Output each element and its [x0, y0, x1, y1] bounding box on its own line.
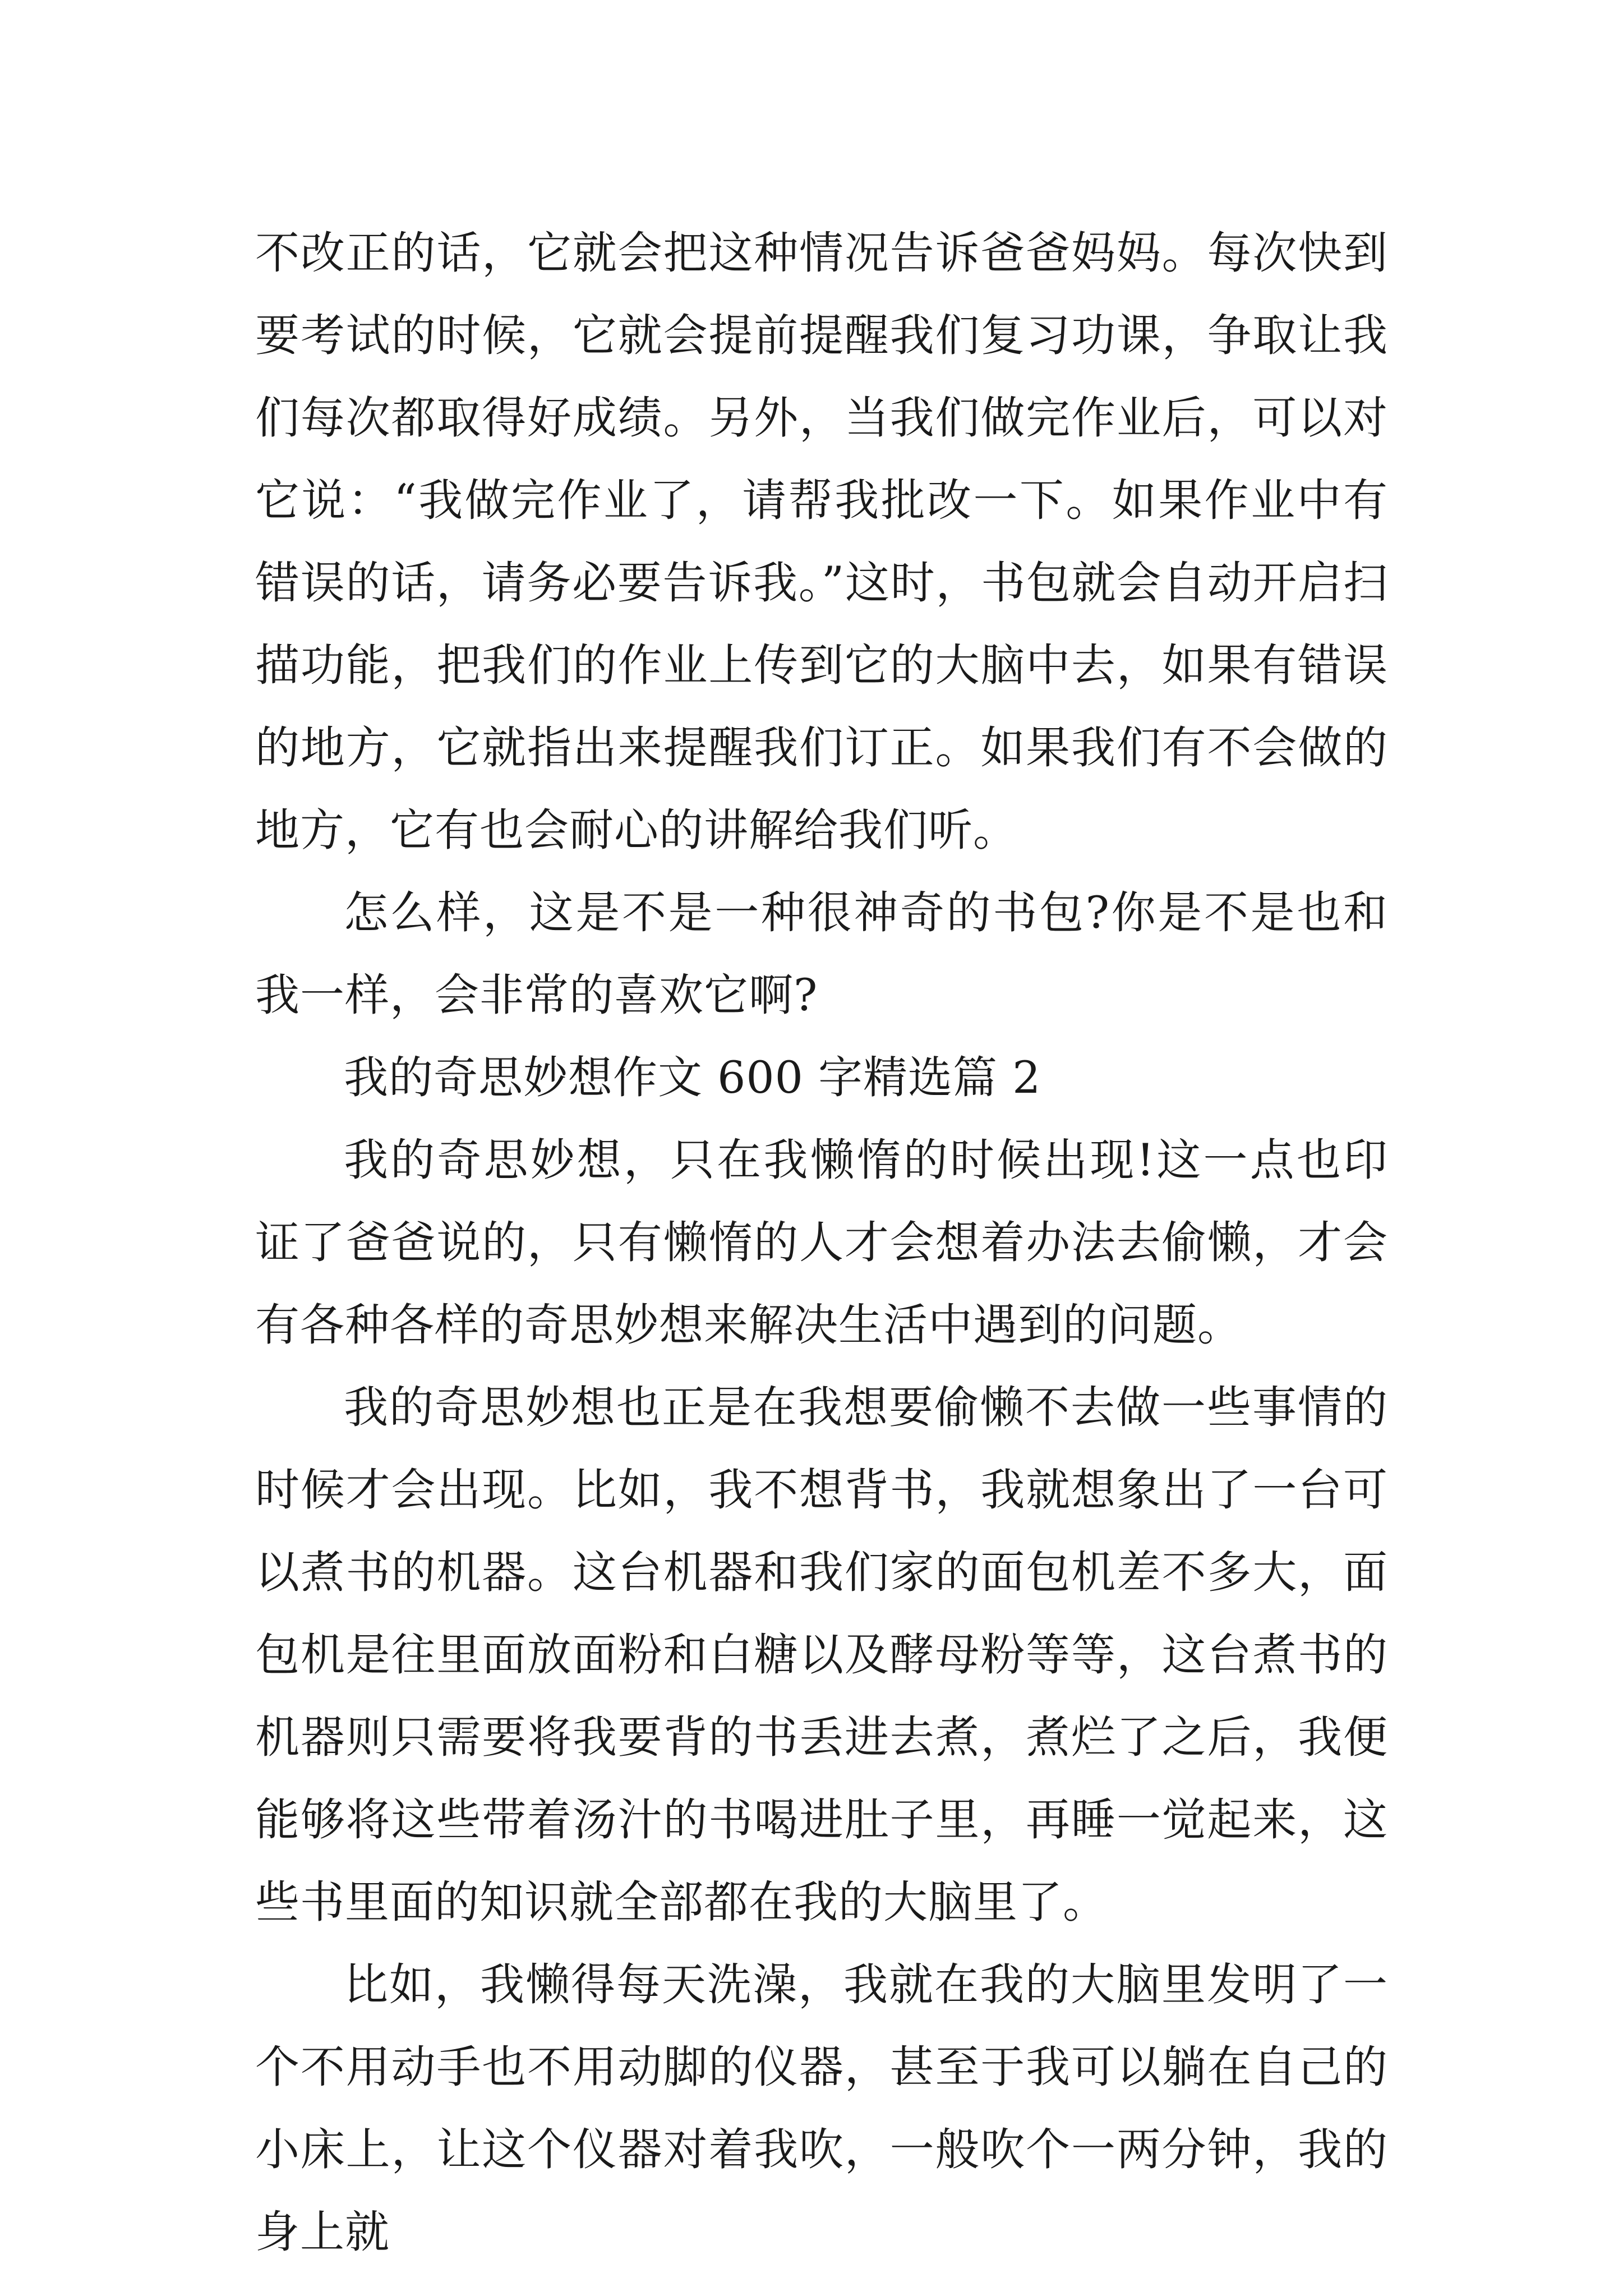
- paragraph: 我的奇思妙想也正是在我想要偷懒不去做一些事情的时候才会出现。比如，我不想背书，我就想象出了一台可以煮书的机器。这台机器和我们家的面包机差不多大，面包机是往里面放面粉和白糖以及酵母粉等等，这台煮书的机器则只需要将我要背的书丢进去煮，煮烂了之后，我便能够将这些带着汤汁的书喝进肚子里，再睡一觉起来，这些书里面的知识就全部都在我的大脑里了。: [255, 1382, 1388, 1928]
- paragraph: 比如，我懒得每天洗澡，我就在我的大脑里发明了一个不用动手也不用动脚的仪器，甚至于我可以躺在自己的小床上，让这个仪器对着我吹，一般吹个一两分钟，我的身上就: [255, 1959, 1388, 2258]
- document-body: [255, 212, 1388, 2274]
- paragraph: 我的奇思妙想，只在我懒惰的时候出现!这一点也印证了爸爸说的，只有懒惰的人才会想着办法去偷懒，才会有各种各样的奇思妙想来解决生活中遇到的问题。: [255, 1134, 1388, 1351]
- paragraph: 怎么样，这是不是一种很神奇的书包?你是不是也和我一样，会非常的喜欢它啊?: [255, 887, 1388, 1021]
- section-heading: 我的奇思妙想作文 600 字精选篇 2: [344, 1052, 1041, 1103]
- paragraph-continued: 不改正的话，它就会把这种情况告诉爸爸妈妈。每次快到要考试的时候，它就会提前提醒我们复习功课，争取让我们每次都取得好成绩。另外，当我们做完作业后，可以对它说：“我做完作业了，请帮我批改一下。如果作业中有错误的话，请务必要告诉我。”这时，书包就会自动开启扫描功能，把我们的作业上传到它的大脑中去，如果有错误的地方，它就指出来提醒我们订正。如果我们有不会做的地方，它有也会耐心的讲解给我们听。: [255, 227, 1388, 856]
